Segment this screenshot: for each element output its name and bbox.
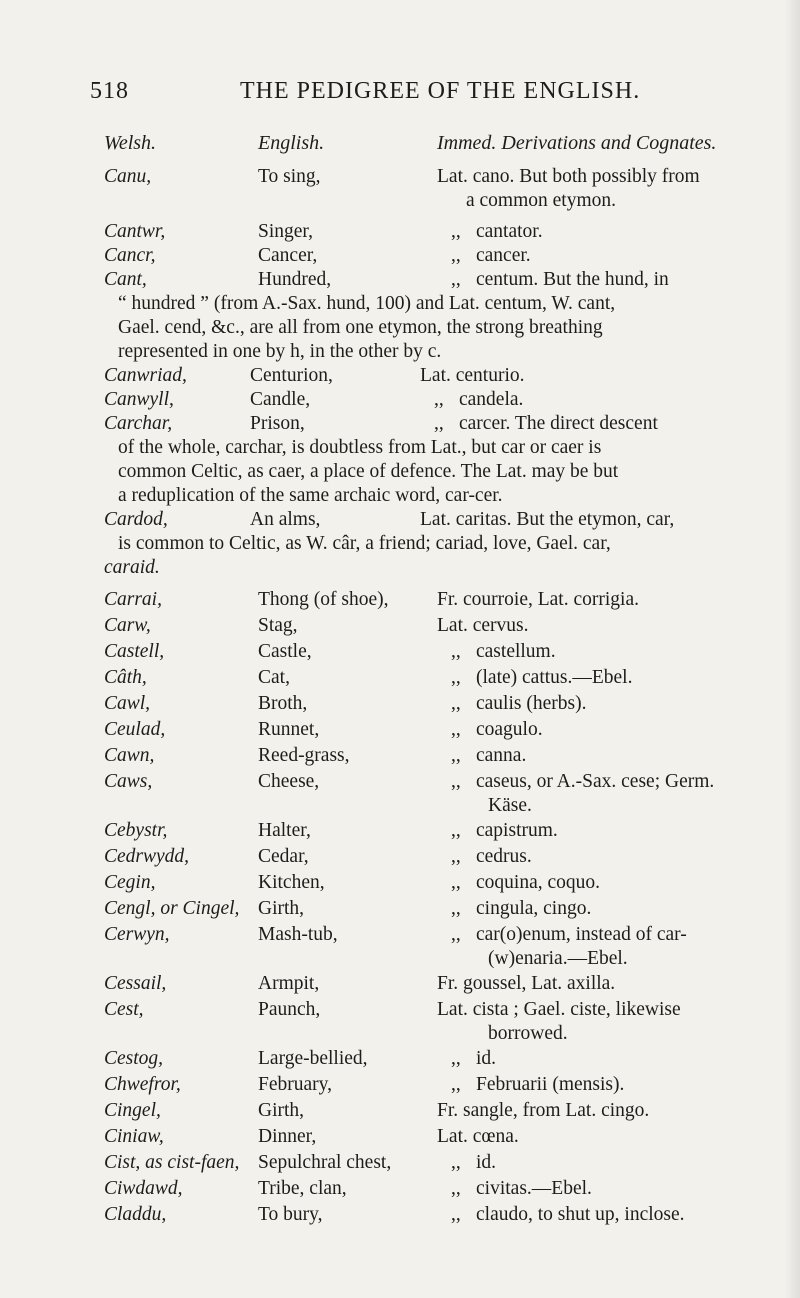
ditto-mark: ,, bbox=[451, 1178, 461, 1199]
derivation-text: id. bbox=[476, 1152, 497, 1173]
english-word: Cedar, bbox=[258, 846, 309, 867]
derivation-text: coquina, coquo. bbox=[476, 872, 601, 893]
welsh-word: Ciniaw, bbox=[104, 1126, 164, 1147]
derivation-text: candela. bbox=[459, 389, 524, 410]
derivation-text: Februarii (mensis). bbox=[476, 1074, 625, 1095]
english-word: Candle, bbox=[250, 389, 311, 410]
welsh-word: Canwriad, bbox=[104, 365, 187, 386]
derivation-text: Lat. cista ; Gael. ciste, likewise bbox=[437, 999, 681, 1020]
page-edge-shadow bbox=[784, 0, 800, 1298]
note-line: Gael. cend, &c., are all from one etymon, the strong breathing bbox=[118, 317, 603, 338]
welsh-word: Cancr, bbox=[104, 245, 156, 266]
english-word: Cheese, bbox=[258, 771, 320, 792]
welsh-word: Carrai, bbox=[104, 589, 162, 610]
welsh-word: Canu, bbox=[104, 166, 152, 187]
ditto-mark: ,, bbox=[451, 641, 461, 662]
welsh-word: Cedrwydd, bbox=[104, 846, 190, 867]
welsh-word: Chwefror, bbox=[104, 1074, 181, 1095]
english-word: To bury, bbox=[258, 1204, 323, 1225]
ditto-mark: ,, bbox=[451, 719, 461, 740]
welsh-word: Ceulad, bbox=[104, 719, 166, 740]
english-word: Prison, bbox=[250, 413, 305, 434]
welsh-word: Carchar, bbox=[104, 413, 173, 434]
english-word: Halter, bbox=[258, 820, 311, 841]
ditto-mark: ,, bbox=[434, 413, 444, 434]
ditto-mark: ,, bbox=[451, 846, 461, 867]
column-heading-derivations: Immed. Derivations and Cognates. bbox=[437, 132, 717, 154]
welsh-word: Cantwr, bbox=[104, 221, 166, 242]
english-word: To sing, bbox=[258, 166, 321, 187]
derivation-text: (late) cattus.—Ebel. bbox=[476, 667, 633, 688]
welsh-word: Ciwdawd, bbox=[104, 1178, 183, 1199]
english-word: Reed-grass, bbox=[258, 745, 350, 766]
running-header bbox=[90, 78, 750, 112]
derivation-text: car(o)enum, instead of car- bbox=[476, 924, 687, 945]
derivation-text: Lat. caritas. But the etymon, car, bbox=[420, 509, 675, 530]
english-word: Dinner, bbox=[258, 1126, 317, 1147]
derivation-text: Lat. cervus. bbox=[437, 615, 529, 636]
welsh-word: Cegin, bbox=[104, 872, 156, 893]
column-heading-welsh: Welsh. bbox=[104, 132, 157, 154]
welsh-word: Canwyll, bbox=[104, 389, 174, 410]
note-line: represented in one by h, in the other by c. bbox=[118, 341, 442, 362]
welsh-word: Cerwyn, bbox=[104, 924, 170, 945]
welsh-word: Caws, bbox=[104, 771, 153, 792]
english-word: Girth, bbox=[258, 1100, 305, 1121]
english-word: Thong (of shoe), bbox=[258, 589, 389, 610]
derivation-text: id. bbox=[476, 1048, 497, 1069]
english-word: Cancer, bbox=[258, 245, 318, 266]
page-number: 518 bbox=[90, 78, 129, 104]
note-line: of the whole, carchar, is doubtless from Lat., but car or caer is bbox=[118, 437, 602, 458]
derivation-continuation: borrowed. bbox=[488, 1023, 568, 1044]
english-word: Paunch, bbox=[258, 999, 321, 1020]
welsh-word: Cant, bbox=[104, 269, 147, 290]
derivation-text: coagulo. bbox=[476, 719, 543, 740]
ditto-mark: ,, bbox=[451, 771, 461, 792]
derivation-text: castellum. bbox=[476, 641, 556, 662]
derivation-text: civitas.—Ebel. bbox=[476, 1178, 592, 1199]
welsh-word: Cist, as cist-faen, bbox=[104, 1152, 240, 1173]
english-word: Armpit, bbox=[258, 973, 320, 994]
ditto-mark: ,, bbox=[451, 693, 461, 714]
note-line: caraid. bbox=[104, 557, 160, 578]
derivation-text: caulis (herbs). bbox=[476, 693, 587, 714]
english-word: Hundred, bbox=[258, 269, 332, 290]
derivation-continuation: a common etymon. bbox=[466, 190, 617, 211]
note-line: is common to Celtic, as W. câr, a friend; cariad, love, Gael. car, bbox=[118, 533, 611, 554]
derivation-text: Fr. sangle, from Lat. cingo. bbox=[437, 1100, 650, 1121]
english-word: Runnet, bbox=[258, 719, 320, 740]
derivation-text: claudo, to shut up, inclose. bbox=[476, 1204, 685, 1225]
note-line: “ hundred ” (from A.-Sax. hund, 100) and Lat. centum, W. cant, bbox=[118, 293, 616, 314]
welsh-word: Cebystr, bbox=[104, 820, 168, 841]
english-word: Sepulchral chest, bbox=[258, 1152, 392, 1173]
derivation-continuation: (w)enaria.—Ebel. bbox=[488, 948, 628, 969]
derivation-text: centum. But the hund, in bbox=[476, 269, 669, 290]
ditto-mark: ,, bbox=[451, 1048, 461, 1069]
english-word: Large-bellied, bbox=[258, 1048, 368, 1069]
welsh-word: Câth, bbox=[104, 667, 147, 688]
ditto-mark: ,, bbox=[451, 221, 461, 242]
derivation-text: cantator. bbox=[476, 221, 543, 242]
derivation-text: capistrum. bbox=[476, 820, 558, 841]
english-word: Castle, bbox=[258, 641, 312, 662]
derivation-text: cedrus. bbox=[476, 846, 532, 867]
derivation-text: cingula, cingo. bbox=[476, 898, 592, 919]
english-word: Girth, bbox=[258, 898, 305, 919]
ditto-mark: ,, bbox=[451, 872, 461, 893]
note-line: a reduplication of the same archaic word, car-cer. bbox=[118, 485, 503, 506]
ditto-mark: ,, bbox=[451, 1152, 461, 1173]
welsh-word: Cawl, bbox=[104, 693, 151, 714]
ditto-mark: ,, bbox=[451, 898, 461, 919]
english-word: February, bbox=[258, 1074, 333, 1095]
welsh-word: Carw, bbox=[104, 615, 151, 636]
welsh-word: Cengl, or Cingel, bbox=[104, 898, 240, 919]
english-word: Mash-tub, bbox=[258, 924, 338, 945]
welsh-word: Cestog, bbox=[104, 1048, 164, 1069]
english-word: An alms, bbox=[250, 509, 321, 530]
welsh-word: Cest, bbox=[104, 999, 144, 1020]
welsh-word: Cardod, bbox=[104, 509, 168, 530]
ditto-mark: ,, bbox=[451, 667, 461, 688]
welsh-word: Cawn, bbox=[104, 745, 155, 766]
note-line: common Celtic, as caer, a place of defence. The Lat. may be but bbox=[118, 461, 619, 482]
ditto-mark: ,, bbox=[451, 924, 461, 945]
ditto-mark: ,, bbox=[451, 1074, 461, 1095]
derivation-text: Lat. cano. But both possibly from bbox=[437, 166, 700, 187]
derivation-text: carcer. The direct descent bbox=[459, 413, 658, 434]
english-word: Cat, bbox=[258, 667, 290, 688]
english-word: Singer, bbox=[258, 221, 314, 242]
running-title: THE PEDIGREE OF THE ENGLISH. bbox=[240, 78, 641, 104]
column-heading-english: English. bbox=[258, 132, 325, 154]
derivation-text: cancer. bbox=[476, 245, 531, 266]
welsh-word: Castell, bbox=[104, 641, 165, 662]
derivation-text: Lat. cœna. bbox=[437, 1126, 519, 1147]
derivation-text: Fr. goussel, Lat. axilla. bbox=[437, 973, 616, 994]
ditto-mark: ,, bbox=[451, 245, 461, 266]
ditto-mark: ,, bbox=[451, 820, 461, 841]
english-word: Tribe, clan, bbox=[258, 1178, 347, 1199]
derivation-text: caseus, or A.-Sax. cese; Germ. bbox=[476, 771, 715, 792]
ditto-mark: ,, bbox=[451, 745, 461, 766]
welsh-word: Cessail, bbox=[104, 973, 167, 994]
welsh-word: Claddu, bbox=[104, 1204, 167, 1225]
derivation-text: Fr. courroie, Lat. corrigia. bbox=[437, 589, 639, 610]
english-word: Stag, bbox=[258, 615, 298, 636]
ditto-mark: ,, bbox=[451, 269, 461, 290]
english-word: Centurion, bbox=[250, 365, 333, 386]
english-word: Broth, bbox=[258, 693, 308, 714]
derivation-text: Lat. centurio. bbox=[420, 365, 525, 386]
derivation-continuation: Käse. bbox=[488, 795, 532, 816]
derivation-text: canna. bbox=[476, 745, 527, 766]
english-word: Kitchen, bbox=[258, 872, 325, 893]
ditto-mark: ,, bbox=[434, 389, 444, 410]
welsh-word: Cingel, bbox=[104, 1100, 161, 1121]
ditto-mark: ,, bbox=[451, 1204, 461, 1225]
